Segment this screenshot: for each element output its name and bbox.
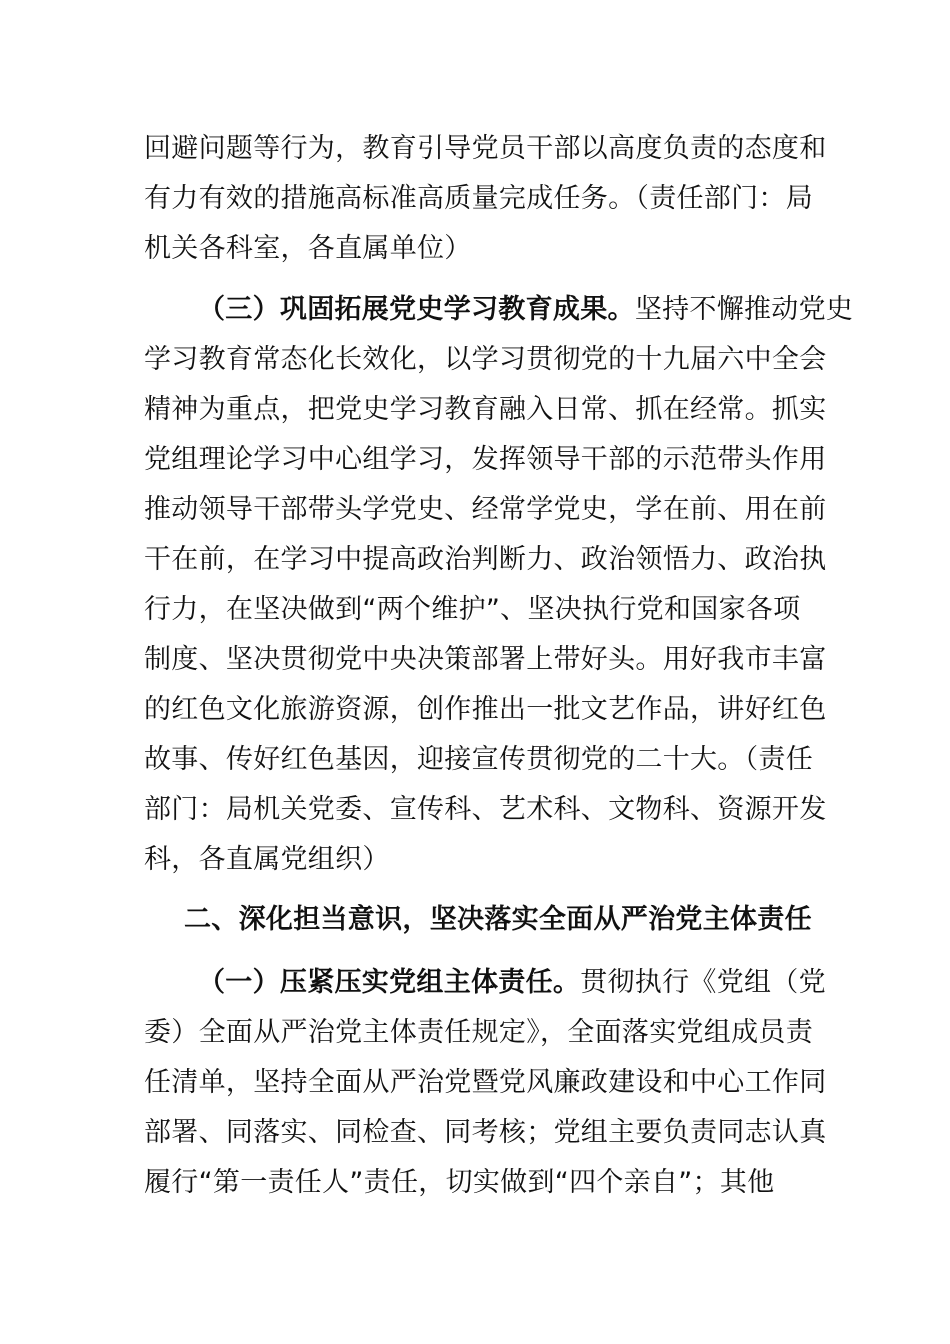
body-text-line: 故事、传好红色基因，迎接宣传贯彻党的二十大。（责任 xyxy=(144,744,813,775)
section-3-first-line xyxy=(198,290,860,330)
body-text-line: 推动领导干部带头学党史、经常学党史，学在前、用在前 xyxy=(144,494,827,525)
section-2-1-first-line xyxy=(198,963,860,1003)
body-text-line: 的红色文化旅游资源，创作推出一批文艺作品，讲好红色 xyxy=(144,694,827,725)
body-text-line: 部门：局机关党委、宣传科、艺术科、文物科、资源开发 xyxy=(144,794,827,825)
body-text-line: 委）全面从严治党主体责任规定》，全面落实党组成员责 xyxy=(144,1017,813,1048)
body-text-line: 制度、坚决贯彻党中央决策部署上带好头。用好我市丰富 xyxy=(144,644,827,675)
body-text-line: 履行“第一责任人”责任，切实做到“四个亲自”；其他 xyxy=(144,1167,775,1198)
body-text-line: 有力有效的措施高标准高质量完成任务。（责任部门：局 xyxy=(144,183,813,214)
section-2-1-heading: （一）压紧压实党组主体责任。 xyxy=(198,967,581,998)
body-text-line: 回避问题等行为，教育引导党员干部以高度负责的态度和 xyxy=(144,133,827,164)
section-2-1-lead-text: 贯彻执行《党组（党 xyxy=(580,967,826,998)
section-2-heading: 二、深化担当意识，坚决落实全面从严治党主体责任 xyxy=(184,904,812,935)
body-text-line: 行力，在坚决做到“两个维护”、坚决执行党和国家各项 xyxy=(144,594,801,625)
section-3-lead-text: 坚持不懈推动党史 xyxy=(634,294,854,325)
body-text-line: 部署、同落实、同检查、同考核；党组主要负责同志认真 xyxy=(144,1117,827,1148)
body-text-line: 党组理论学习中心组学习，发挥领导干部的示范带头作用 xyxy=(144,444,827,475)
body-text-line: 学习教育常态化长效化，以学习贯彻党的十九届六中全会 xyxy=(144,344,827,375)
body-text-line: 科，各直属党组织） xyxy=(144,844,390,875)
body-text-line: 精神为重点，把党史学习教育融入日常、抓在经常。抓实 xyxy=(144,394,827,425)
body-text-line: 干在前，在学习中提高政治判断力、政治领悟力、政治执 xyxy=(144,544,827,575)
body-text-line: 任清单，坚持全面从严治党暨党风廉政建设和中心工作同 xyxy=(144,1067,827,1098)
body-text-line: 机关各科室，各直属单位） xyxy=(144,233,472,264)
section-3-heading: （三）巩固拓展党史学习教育成果。 xyxy=(198,294,635,325)
